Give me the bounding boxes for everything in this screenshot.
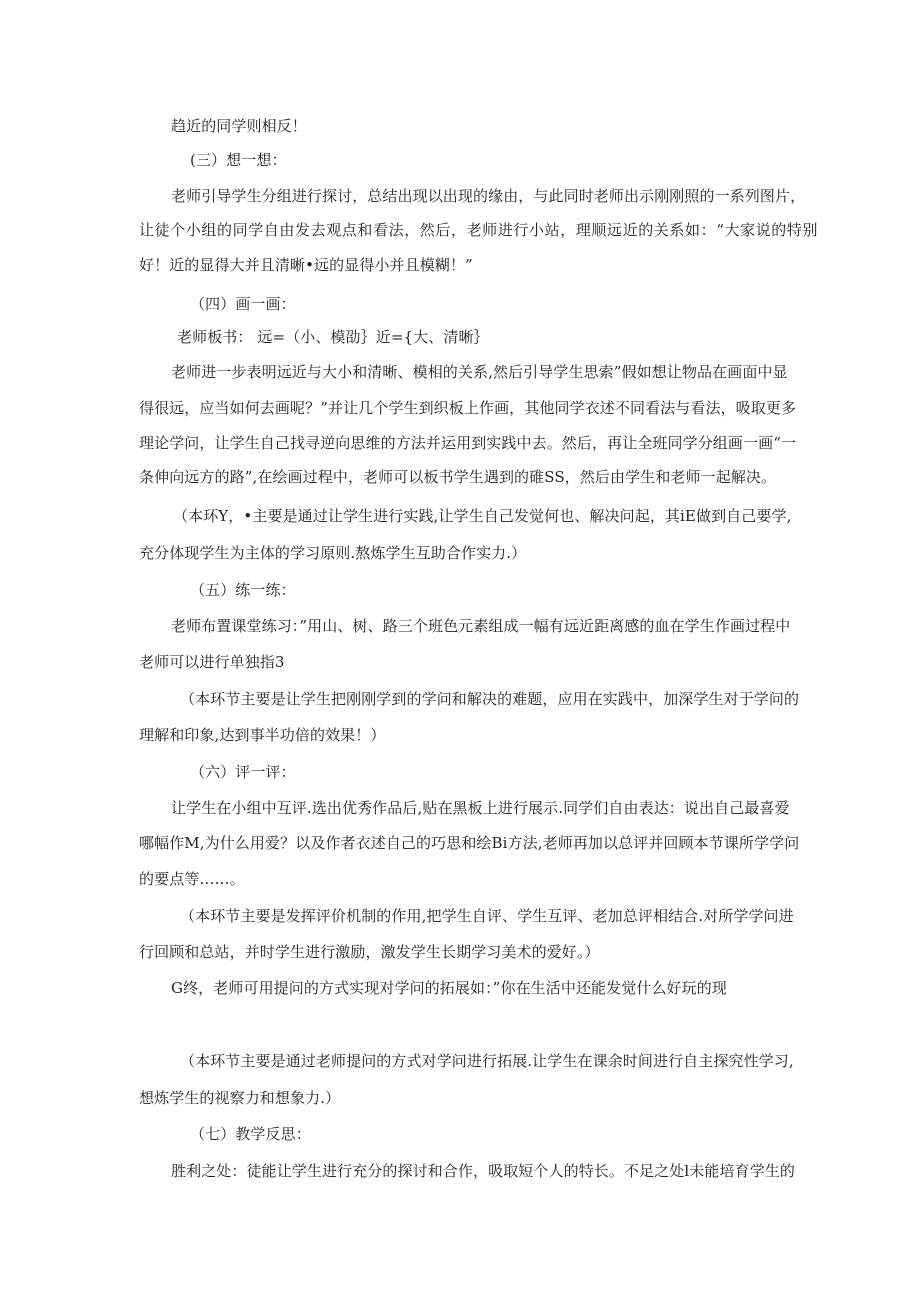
- text-line: 胜利之处：徒能让学生进行充分的探讨和合作，吸取短个人的特长。不足之处l未能培育学生的: [171, 1162, 796, 1180]
- text-line: 条伸向远方的路”,在绘画过程中，老师可以板书学生遇到的碓SS，然后由学生和老师一起解决。: [139, 468, 777, 486]
- section-heading: （六）评一评：: [190, 763, 296, 781]
- text-line: 的要点等……。: [139, 870, 245, 888]
- text-line: （本环节主要是发挥评价机制的作用,把学生自评、学生互评、老加总评相结合.对所学学问进: [180, 907, 794, 925]
- text-line: G终，老师可用提问的方式实现对学问的拓展如：”你在生活中还能发觉什么好玩的现: [171, 979, 727, 997]
- text-line: 老师引导学生分组进行探讨，总结出现以出现的缘由，与此同时老师出示刚刚照的一系列图片，: [171, 187, 806, 205]
- text-line: 老师进一步表明远近与大小和清晰、模相的关系,然后引导学生思索”假如想让物品在画面中显: [171, 363, 788, 381]
- section-heading: （四）画一画：: [190, 295, 296, 313]
- text-line: 趋近的同学则相反！: [171, 117, 307, 135]
- text-line: 好！近的显得大并且清晰•远的显得小并且模糊！”: [139, 256, 473, 274]
- text-line: 行回顾和总站，并时学生进行激励，激发学生长期学习美术的爱好。）: [139, 943, 600, 961]
- section-heading: (三）想一想：: [190, 151, 287, 169]
- text-line: （本环节主要是让学生把刚刚学到的学问和解决的难题，应用在实践中，加深学生对于学问的: [180, 690, 800, 708]
- text-line: 理解和印象,达到事半功倍的效果！）: [139, 726, 386, 744]
- text-line: （本环Y，•主要是通过让学生进行实践,让学生自己发觉何也、解决问起，其iE做到自己要学,: [173, 507, 792, 525]
- text-line: 哪幅作M,为什么用爱？以及作者衣述自己的巧思和绘Bi方法,老师再加以总评并回顾本节课所学学问: [139, 834, 800, 852]
- text-line: 得很远，应当如何去画呢？”并让几个学生到织板上作画，其他同学衣述不同看法与看法，吸取更多: [139, 399, 797, 417]
- section-heading: （五）练一练：: [190, 581, 296, 599]
- text-line: 理论学问，让学生自己找寻逆向思维的方法并运用到实践中去。然后，再让全班同学分组画一画“一: [139, 434, 797, 452]
- text-line: 老师布置课堂练习：”用山、树、路三个班色元素组成一幅有远近距离感的血在学生作画过程中: [171, 617, 791, 635]
- text-line: 让学生在小组中互评.选出优秀作品后,贴在黑板上进行展示.同学们自由表达：说出自己最喜爱: [171, 799, 790, 817]
- text-line: 想炼学生的视察力和想象力.）: [139, 1089, 341, 1107]
- text-line: （本环节主要是通过老师提问的方式对学问进行拓展.让学生在课余时间进行自主探究性学习,: [180, 1052, 794, 1070]
- text-line: 老师板书： 远=（小、模劭｝近={大、清晰｝: [177, 328, 489, 346]
- text-line: 老师可以进行单独指3: [139, 653, 285, 671]
- section-heading: （七）教学反思：: [190, 1125, 311, 1143]
- text-line: 让徒个小组的同学自由发去观点和看法，然后，老师进行小站，理顺远近的关系如：“大家说的特别: [139, 221, 819, 239]
- text-line: 充分体现学生为主体的学习原则.熬炼学生互助合作实力.）: [139, 544, 527, 562]
